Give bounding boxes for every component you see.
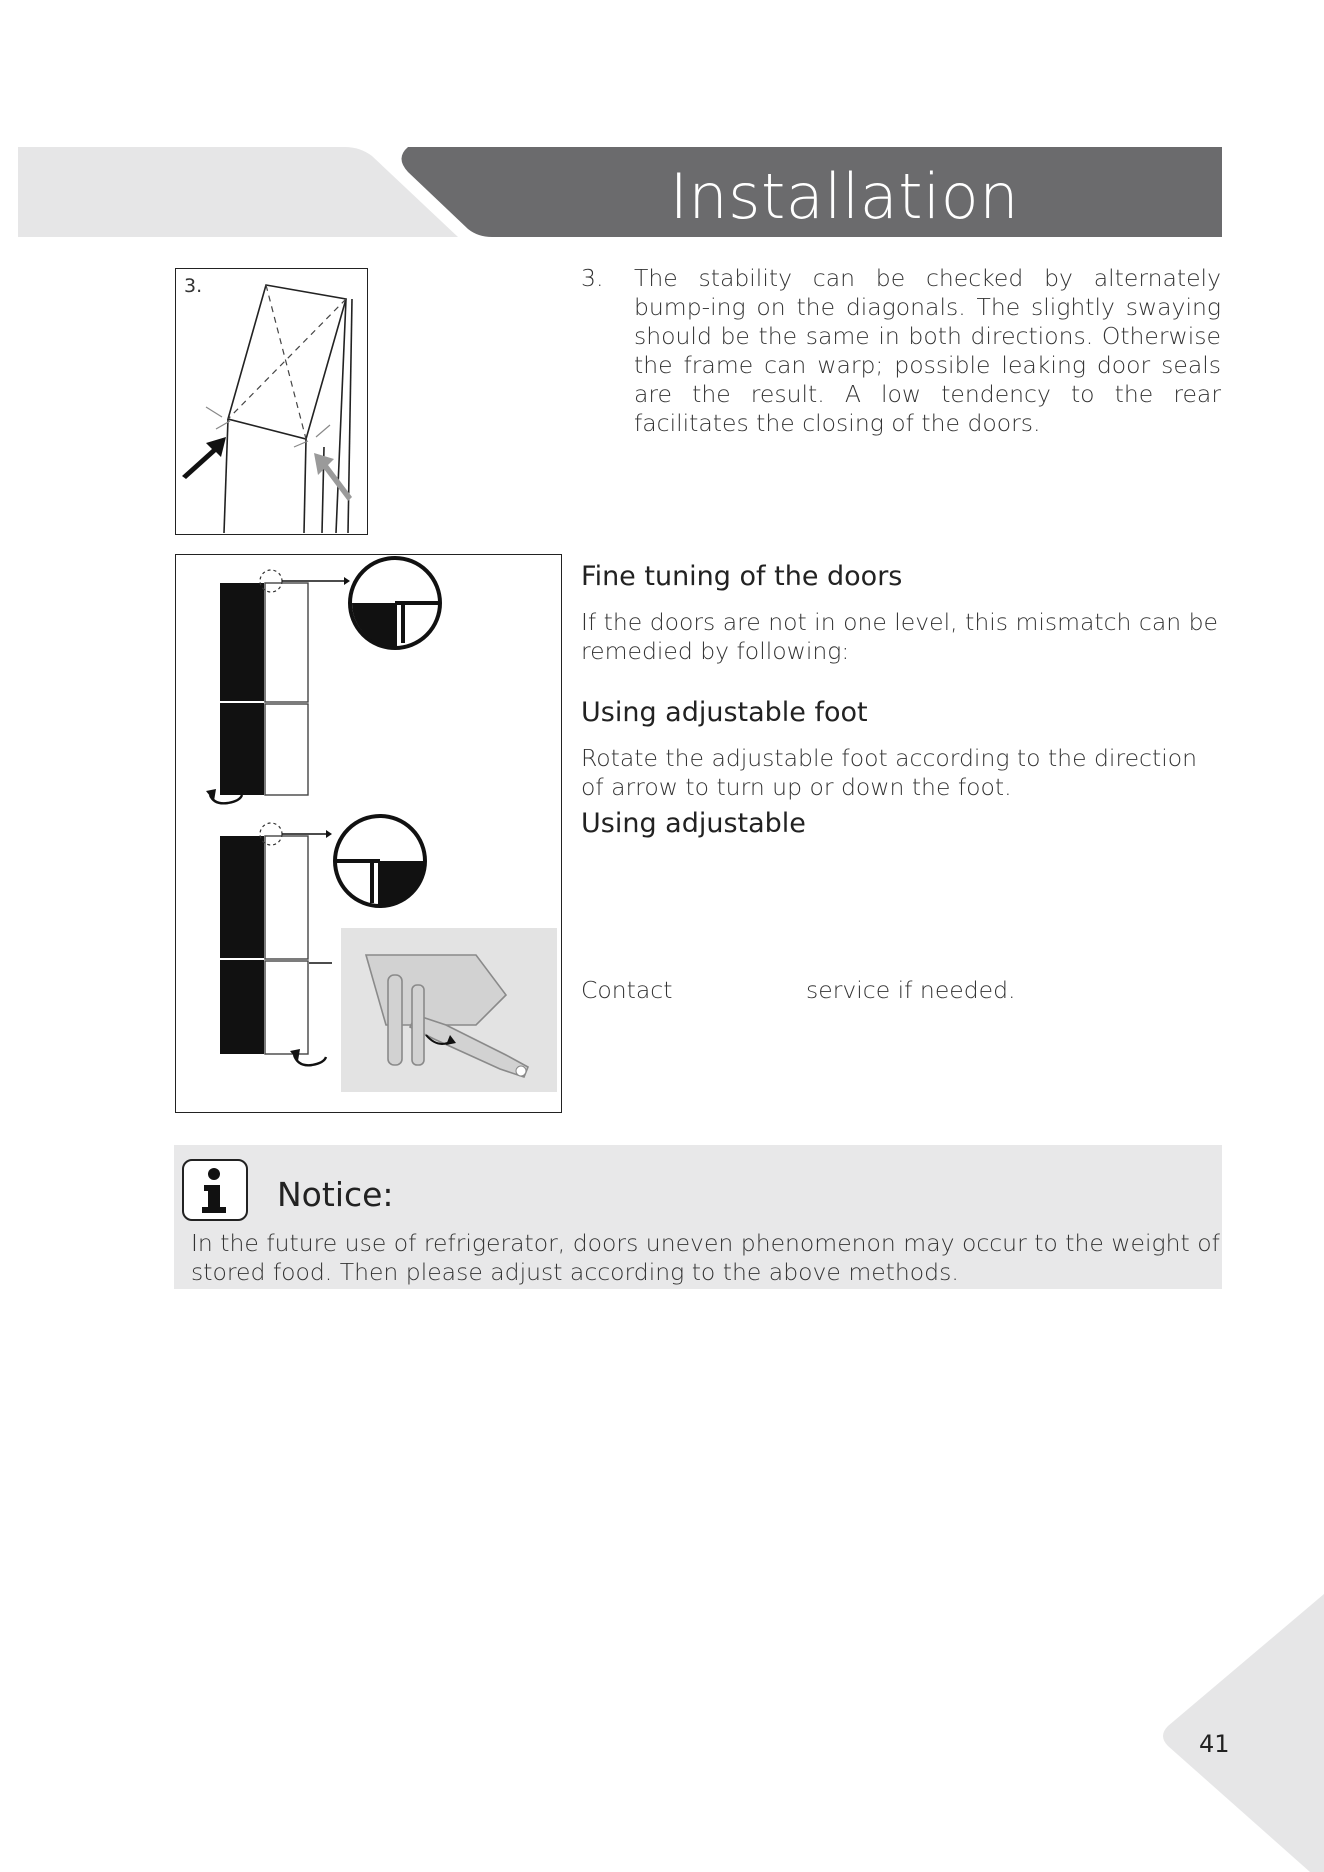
notice-text: In the future use of refrigerator, doors uneven phenomenon may occur to the weight of stored food. Then please adjust according to the above methods. xyxy=(191,1229,1220,1286)
adjustable-foot-title: Using adjustable foot xyxy=(581,697,868,728)
page-number: 41 xyxy=(1199,1730,1230,1758)
step-text: The stability can be checked by alternately bump-ing on the diagonals. The slightly swaying should be the same in both directions. Otherwise the frame can warp; possible leaking door seals are the result. A low tendency to the rear facilitates the closing of the doors. xyxy=(634,264,1221,437)
step-number: 3. xyxy=(581,264,604,292)
figure-door-tuning xyxy=(175,554,562,1113)
notice-box xyxy=(174,1145,1222,1289)
section-title: Installation xyxy=(669,160,1019,233)
fine-tuning-title: Fine tuning of the doors xyxy=(581,561,903,592)
stability-diagram xyxy=(176,269,366,533)
adjustable-title: Using adjustable xyxy=(581,808,806,839)
info-icon xyxy=(182,1159,248,1221)
corner-decoration xyxy=(1150,1580,1324,1872)
header-banner xyxy=(0,0,1324,250)
door-tuning-diagram xyxy=(176,555,560,1111)
figure-stability-check xyxy=(175,268,368,535)
notice-title: Notice: xyxy=(277,1175,394,1214)
push-arrow-icon xyxy=(182,437,226,479)
fine-tuning-text: If the doors are not in one level, this mismatch can be remedied by following: xyxy=(581,608,1218,665)
adjustable-foot-text: Rotate the adjustable foot according to the direction of arrow to turn up or down the foot. xyxy=(581,744,1197,801)
figure-label: 3. xyxy=(184,275,203,297)
rotate-arrow-icon xyxy=(210,795,242,803)
contact-text-part2: service if needed. xyxy=(806,976,1016,1004)
contact-text-part1: Contact xyxy=(581,976,673,1004)
